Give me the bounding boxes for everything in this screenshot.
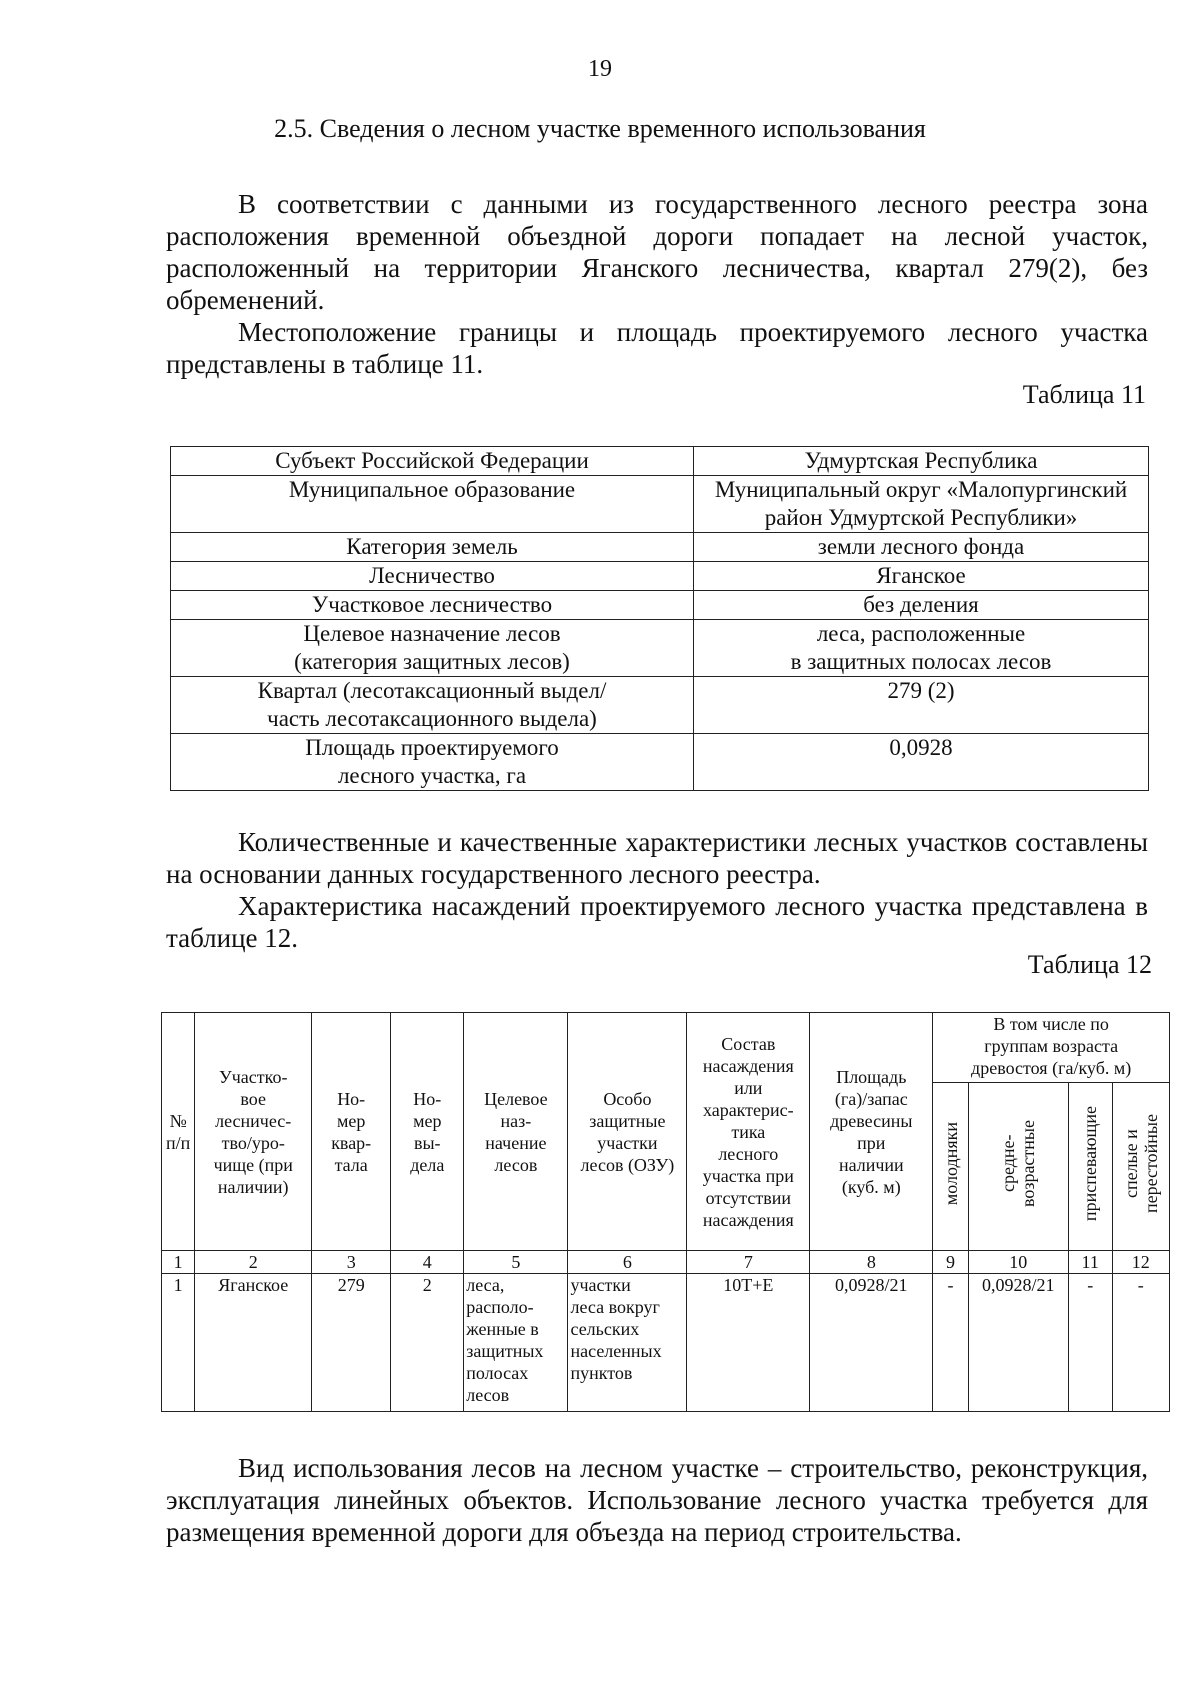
table-row (171, 562, 1149, 591)
cell-purpose: леса, располо- женные в защитных полосах лесов (464, 1274, 568, 1412)
column-number: 7 (687, 1251, 810, 1274)
paragraph-forest-use: Вид использования лесов на лесном участке – строительство, реконструкция, эксплуатация линейных объектов. Использование лесного участка требуется для размещения временной дороги для объезда на период строительства. (166, 1453, 1148, 1547)
column-number: 6 (568, 1251, 687, 1274)
header-maturing: приспевающие (1068, 1083, 1112, 1251)
column-number: 11 (1068, 1251, 1112, 1274)
row-label: Муниципальное образование (171, 476, 694, 533)
table-row (171, 734, 1149, 791)
row-label: Квартал (лесотаксационный выдел/ часть лесотаксационного выдела) (171, 677, 694, 734)
header-mature: спелые и перестойные (1112, 1083, 1169, 1251)
table-11-body (171, 447, 1149, 791)
column-number: 1 (162, 1251, 195, 1274)
header-ozu: Особо защитные участки лесов (ОЗУ) (568, 1013, 687, 1251)
header-area: Площадь (га)/запас древесины при наличии (куб. м) (810, 1013, 933, 1251)
page-number: 19 (588, 56, 612, 82)
row-value: 0,0928 (694, 734, 1149, 791)
cell-area: 0,0928/21 (810, 1274, 933, 1412)
header-young: молодняки (933, 1083, 968, 1251)
column-numbers-row (162, 1251, 1170, 1274)
header-forestry: Участко- вое лесничес- тво/уро- чище (при наличии) (195, 1013, 312, 1251)
column-number: 2 (195, 1251, 312, 1274)
header-purpose: Целевое наз- начение лесов (464, 1013, 568, 1251)
row-value: Яганское (694, 562, 1149, 591)
table-row (171, 677, 1149, 734)
table-row (171, 591, 1149, 620)
row-value: Муниципальный округ «Малопургинский район Удмуртской Республики» (694, 476, 1149, 533)
table12-caption: Таблица 12 (1027, 950, 1152, 979)
table-row (171, 620, 1149, 677)
row-value: земли лесного фонда (694, 533, 1149, 562)
section-title: 2.5. Сведения о лесном участке временного использования (274, 114, 926, 143)
column-number: 10 (968, 1251, 1068, 1274)
column-number: 12 (1112, 1251, 1169, 1274)
paragraph-characteristics: Количественные и качественные характеристики лесных участков составлены на основании данных государственного лесного реестра. (166, 827, 1148, 889)
cell-young: - (933, 1274, 968, 1412)
header-num: № п/п (162, 1013, 195, 1251)
row-label: Лесничество (171, 562, 694, 591)
column-number: 3 (312, 1251, 391, 1274)
column-number: 4 (391, 1251, 464, 1274)
table-row (171, 533, 1149, 562)
header-composition: Состав насаждения или характерис- тика лесного участка при отсутствии насаждения (687, 1013, 810, 1251)
row-label: Категория земель (171, 533, 694, 562)
cell-mature: - (1112, 1274, 1169, 1412)
column-number: 5 (464, 1251, 568, 1274)
row-label: Площадь проектируемого лесного участка, га (171, 734, 694, 791)
header-quarter: Но- мер квар- тала (312, 1013, 391, 1251)
row-label: Целевое назначение лесов (категория защитных лесов) (171, 620, 694, 677)
header-middle-aged: средне- возрастные (968, 1083, 1068, 1251)
column-number: 8 (810, 1251, 933, 1274)
row-label: Субъект Российской Федерации (171, 447, 694, 476)
row-value: без деления (694, 591, 1149, 620)
cell-maturing: - (1068, 1274, 1112, 1412)
table-row (162, 1274, 1170, 1412)
table-11 (170, 446, 1149, 791)
header-age-groups: В том числе по группам возраста древостоя (га/куб. м) (933, 1013, 1170, 1083)
cell-quarter: 279 (312, 1274, 391, 1412)
cell-plot: 2 (391, 1274, 464, 1412)
header-plot: Но- мер вы- дела (391, 1013, 464, 1251)
table-row (171, 476, 1149, 533)
row-value: 279 (2) (694, 677, 1149, 734)
cell-forestry: Яганское (195, 1274, 312, 1412)
cell-num: 1 (162, 1274, 195, 1412)
cell-composition: 10Т+Е (687, 1274, 810, 1412)
row-label: Участковое лесничество (171, 591, 694, 620)
cell-ozu: участки леса вокруг сельских населенных пунктов (568, 1274, 687, 1412)
paragraph-intro: В соответствии с данными из государственного лесного реестра зона расположения временной объездной дороги попадает на лесной участок, расположенный на территории Яганского лесничества, квартал 279(2), без обременений. (166, 189, 1148, 315)
row-value: леса, расположенные в защитных полосах лесов (694, 620, 1149, 677)
paragraph-table12-ref: Характеристика насаждений проектируемого лесного участка представлена в таблице 12. (166, 891, 1148, 953)
table11-caption: Таблица 11 (1022, 380, 1146, 409)
table-row (171, 447, 1149, 476)
cell-middle-aged: 0,0928/21 (968, 1274, 1068, 1412)
table-12 (161, 1012, 1170, 1412)
row-value: Удмуртская Республика (694, 447, 1149, 476)
column-number: 9 (933, 1251, 968, 1274)
paragraph-table11-ref: Местоположение границы и площадь проектируемого лесного участка представлены в таблице 11. (166, 317, 1148, 379)
